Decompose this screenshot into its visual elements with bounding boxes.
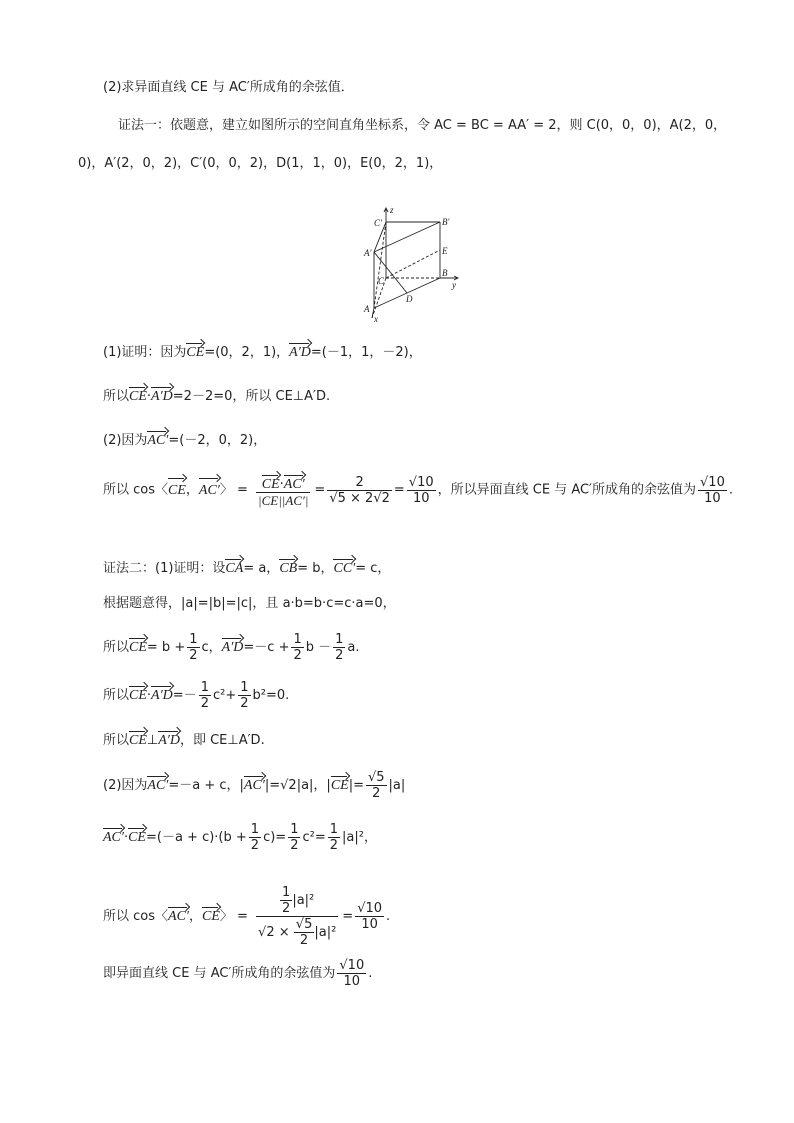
- method2-line7: AC′·CE=(－a + c)·(b + $\frac{1}{2}$ c)= $\frac{1}{2}$ c²= $\frac{1}{2}$ |a|²，: [103, 822, 377, 853]
- cos-answer-2: $\frac{√10}{10}$: [339, 958, 365, 989]
- vector-a-prime-d: A′D: [289, 340, 311, 361]
- vector-ce: CE: [186, 340, 204, 361]
- method2-line8: 所以 cos〈AC′，CE〉 = $\frac{1}{2}$ |a|² √2 × $\frac{√5}{2}$ |a|² = $\frac{√10}{10}$ .: [103, 885, 391, 948]
- method1-intro-line2: 0)，A′(2，0，2)，C′(0，0，2)，D(1，1，0)，E(0，2，1)，: [78, 156, 443, 171]
- label-b: B: [442, 268, 448, 278]
- method1-cos-line: 所以 cos〈CE，AC′〉 = $\frac{CE\cdot AC'}{|CE||AC'|}$ = $\frac{2}{√5 \times 2√2}$ = $\frac{√10}{10}$ ，所以异面直线 CE 与 AC′所成角的余弦值为 $\frac{√10}{10}$ .: [103, 472, 733, 508]
- cos-fraction-1: $\frac{CE\cdot AC'}{|CE||AC'|}$: [256, 472, 310, 508]
- method1-proof2-line: (2)因为AC′=(－2，0，2)，: [103, 428, 266, 449]
- method2-line5: 所以CE⊥A′D，即 CE⊥A′D.: [103, 728, 265, 749]
- part2-heading: (2)求异面直线 CE 与 AC′所成角的余弦值．: [103, 80, 354, 95]
- label-c-prime: C′: [374, 218, 382, 228]
- vector-ac-prime: AC′: [147, 428, 168, 449]
- coordinate-figure: [360, 200, 470, 325]
- label-c: C: [378, 276, 385, 286]
- label-y: y: [452, 280, 456, 290]
- label-a-prime: A′: [364, 248, 372, 258]
- label-b-prime: B′: [442, 217, 450, 227]
- label-a: A: [364, 304, 370, 314]
- label-z: z: [390, 205, 394, 215]
- label-x: x: [374, 314, 378, 324]
- cos-fraction-2: $\frac{2}{√5 \times 2√2}$: [329, 474, 390, 506]
- method1-proof1-line: (1)证明：因为CE=(0，2，1)，A′D=(－1，1，－2)，: [103, 340, 422, 361]
- method2-conclusion: 即异面直线 CE 与 AC′所成角的余弦值为 $\frac{√10}{10}$ .: [103, 958, 373, 989]
- method1-dot-line: 所以CE·A′D=2－2=0，所以 CE⊥A′D.: [103, 384, 330, 405]
- cos-fraction-3: $\frac{√10}{10}$: [408, 474, 434, 506]
- method2-intro-line: 证法二：(1)证明：设CA= a，CB= b，CC′= c，: [103, 556, 390, 577]
- label-d: D: [406, 294, 413, 304]
- label-e: E: [442, 246, 448, 256]
- method2-line4: 所以CE·A′D=－ $\frac{1}{2}$ c²+ $\frac{1}{2}$ b²=0.: [103, 680, 290, 711]
- method2-condition-line: 根据题意得，|a|=|b|=|c|，且 a·b=b·c=c·a=0，: [103, 596, 396, 611]
- method2-line6: (2)因为AC′=－a + c，|AC′|=√2|a|，|CE|= $\frac{√5}{2}$ |a|: [103, 770, 406, 801]
- cos-fraction-m2: $\frac{1}{2}$ |a|² √2 × $\frac{√5}{2}$ |a|²: [258, 885, 337, 948]
- method1-intro-line1: 证法一：依题意，建立如图所示的空间直角坐标系，令 AC = BC = AA′ = 2，则 C(0，0，0)，A(2，0，: [118, 118, 727, 133]
- cos-answer-1: $\frac{√10}{10}$: [700, 474, 725, 506]
- method2-line3: 所以CE= b + $\frac{1}{2}$ c，A′D=－c + $\frac{1}{2}$ b － $\frac{1}{2}$ a.: [103, 632, 360, 663]
